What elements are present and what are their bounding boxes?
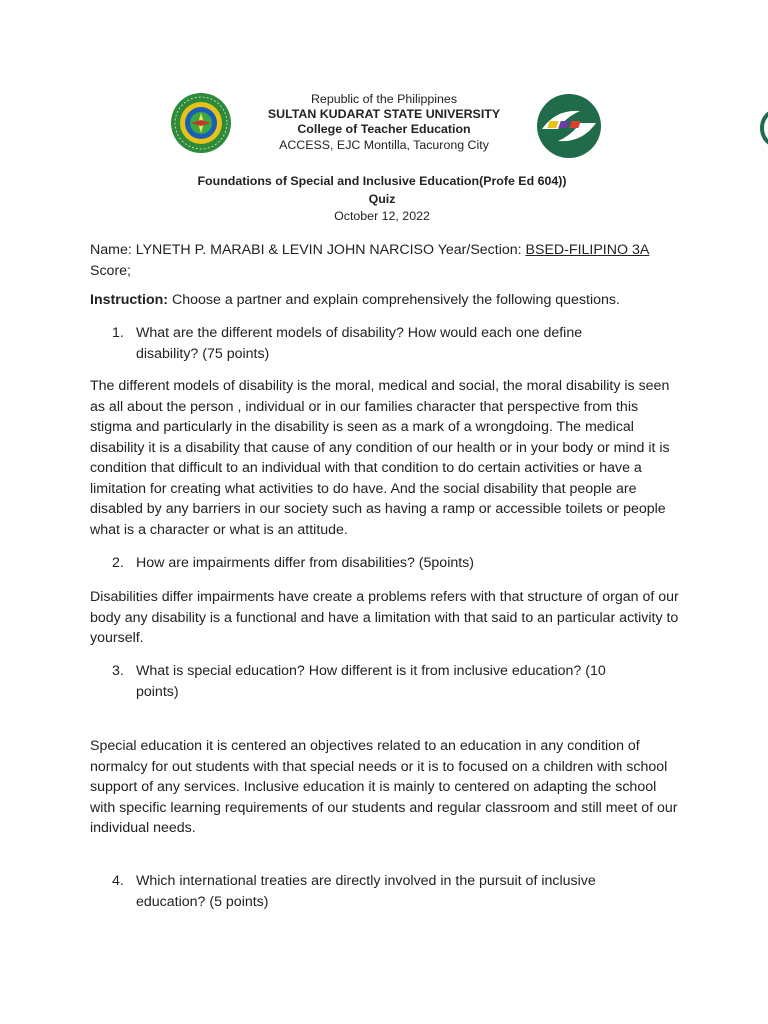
year-section-value: BSED-FILIPINO 3A — [525, 242, 650, 258]
question-text: How are impairments differ from disabilities? (5points) — [136, 555, 474, 571]
question-1 — [112, 323, 632, 364]
question-number: 4. — [112, 873, 124, 889]
document-type: Quiz — [368, 191, 396, 206]
course-title: Foundations of Special and Inclusive Education(Profe Ed 604)) — [197, 174, 567, 188]
document-heading — [90, 173, 674, 226]
college-name: College of Teacher Education — [297, 122, 471, 137]
question-text: What are the different models of disability? How would each one define disability? (75 points) — [136, 325, 583, 362]
question-4 — [112, 871, 632, 912]
question-number: 1. — [112, 325, 124, 341]
university-name: SULTAN KUDARAT STATE UNIVERSITY — [267, 107, 501, 122]
instruction — [90, 290, 680, 311]
answer-1: The different models of disability is the moral, medical and social, the moral disability is seen as all about the person , individual or in our families character that perspective from this stigma and particularly in the disability is seen as a mark of a wrongdoing. The medical disability it is a disability that cause of any condition of our health or in your body or mind it is condition that difficult to an individual with that condition to do certain activities or have a limitation for creating what activities to do have. And the social disability that people are disabled by any barriers in our society such as having a ramp or accessible toilets or people what is a character or what is an attitude. — [90, 378, 670, 538]
name-value: LYNETH P. MARABI & LEVIN JOHN NARCISO — [135, 242, 435, 258]
instruction-label: Instruction: — [90, 292, 169, 308]
college-logo-icon — [536, 93, 602, 159]
document-date: October 12, 2022 — [334, 209, 430, 223]
republic-line: Republic of the Philippines — [310, 92, 458, 106]
question-number: 2. — [112, 555, 124, 571]
question-text: What is special education? How different is it from inclusive education? (10 points) — [136, 663, 606, 700]
partial-logo-icon — [760, 108, 768, 148]
question-2 — [112, 553, 632, 574]
score-label: Score; — [90, 262, 132, 279]
address: ACCESS, EJC Montilla, Tacurong City — [279, 137, 489, 152]
letterhead — [230, 92, 538, 153]
answer-2: Disabilities differ impairments have create a problems refers with that structure of organ of our body any disability is a functional and have a limitation with that said to an particular activity to yourself. — [90, 589, 679, 646]
student-info — [90, 240, 680, 281]
question-3 — [112, 661, 632, 702]
instruction-text: Choose a partner and explain comprehensively the following questions. — [171, 292, 620, 308]
answer-3: Special education it is centered an objectives related to an education in any condition of normalcy for out students with that special needs or it is to focused on a children with school support of any services. Inclusive education it is mainly to centered on adapting the school with specific learning requirements of our students and regular classroom and still meet of our individual needs. — [90, 738, 678, 836]
year-section-label: Year/Section: — [437, 242, 522, 258]
name-label: Name: — [90, 242, 132, 258]
question-number: 3. — [112, 663, 124, 679]
university-seal-icon — [170, 92, 232, 154]
question-text: Which international treaties are directly involved in the pursuit of inclusive education? (5 points) — [136, 873, 596, 910]
